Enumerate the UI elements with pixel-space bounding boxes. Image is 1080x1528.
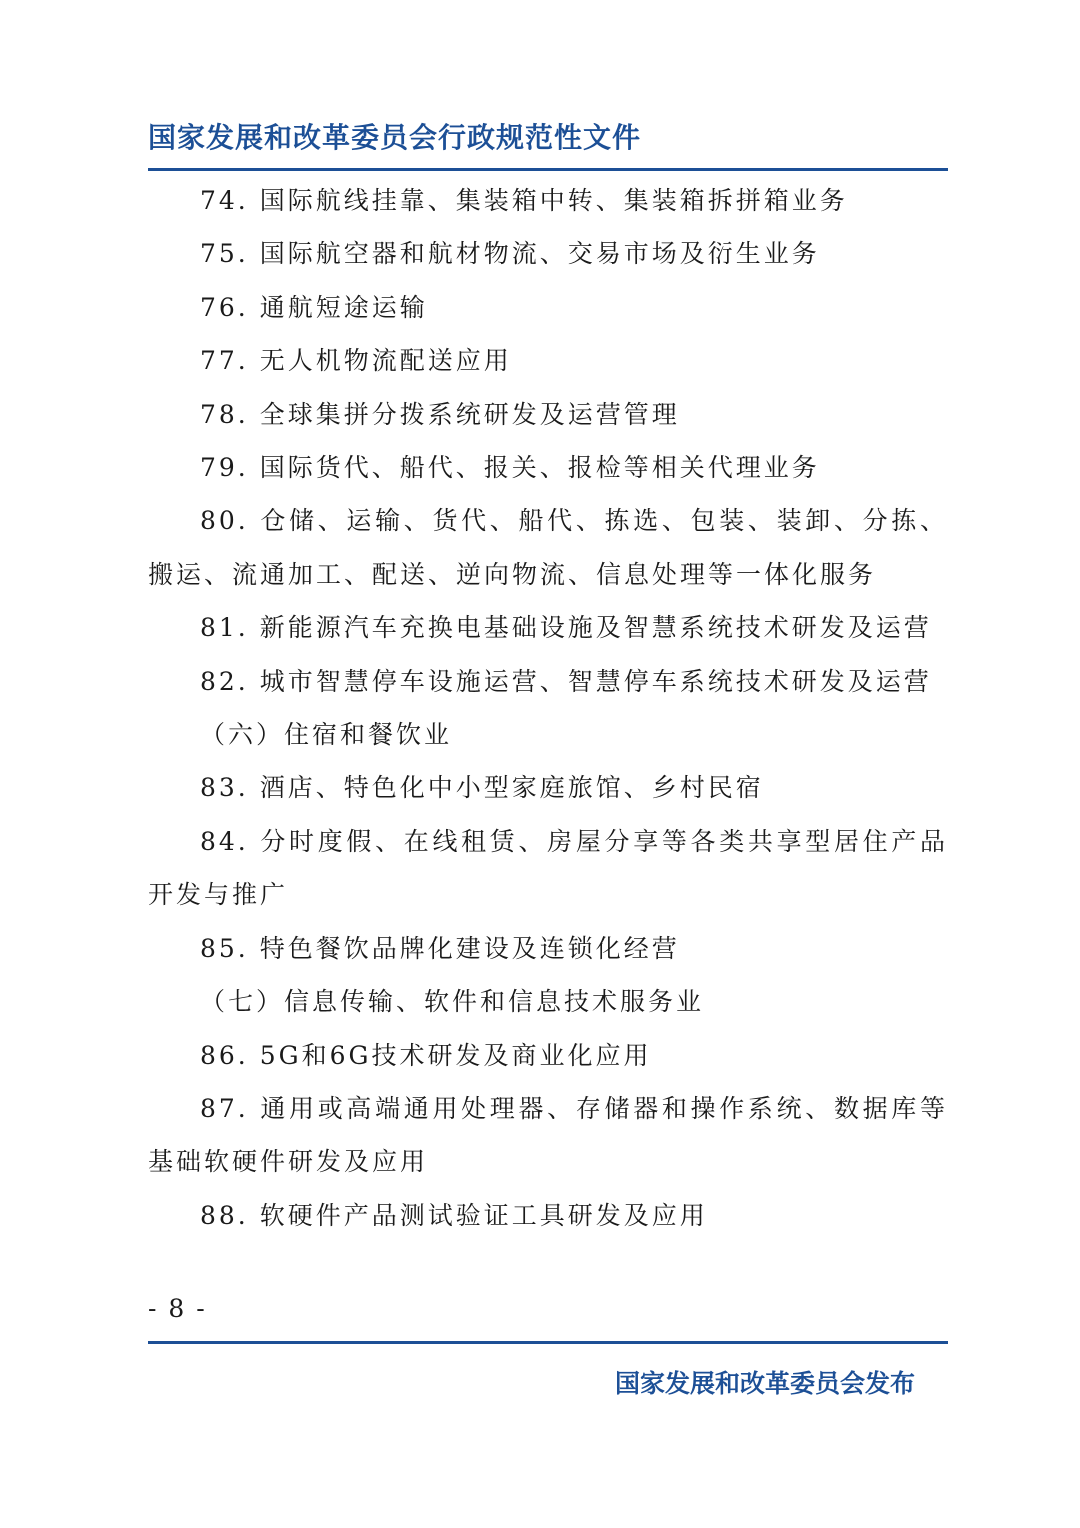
document-header-title: 国家发展和改革委员会行政规范性文件 bbox=[148, 121, 642, 154]
paragraph: 85. 特色餐饮品牌化建设及连锁化经营 bbox=[200, 933, 680, 963]
footer-publisher: 国家发展和改革委员会发布 bbox=[615, 1369, 916, 1398]
paragraph: 79. 国际货代、船代、报关、报检等相关代理业务 bbox=[200, 453, 820, 483]
paragraph: 84. 分时度假、在线租赁、房屋分享等各类共享型居住产品开发与推广 bbox=[148, 826, 948, 910]
section-heading: （七）信息传输、软件和信息技术服务业 bbox=[200, 987, 705, 1017]
document-body bbox=[148, 174, 948, 1242]
section-heading: （六）住宿和餐饮业 bbox=[200, 720, 453, 750]
footer-rule bbox=[148, 1341, 948, 1344]
header-rule bbox=[148, 168, 948, 171]
paragraph: 74. 国际航线挂靠、集装箱中转、集装箱拆拼箱业务 bbox=[200, 186, 848, 215]
paragraph: 88. 软硬件产品测试验证工具研发及应用 bbox=[200, 1200, 708, 1230]
paragraph: 87. 通用或高端通用处理器、存储器和操作系统、数据库等基础软硬件研发及应用 bbox=[148, 1093, 948, 1177]
paragraph: 75. 国际航空器和航材物流、交易市场及衍生业务 bbox=[200, 239, 820, 269]
paragraph: 78. 全球集拼分拨系统研发及运营管理 bbox=[200, 399, 680, 429]
paragraph: 82. 城市智慧停车设施运营、智慧停车系统技术研发及运营 bbox=[200, 666, 932, 696]
paragraph: 76. 通航短途运输 bbox=[200, 292, 428, 322]
paragraph: 80. 仓储、运输、货代、船代、拣选、包装、装卸、分拣、搬运、流通加工、配送、逆向物流、信息处理等一体化服务 bbox=[148, 506, 948, 589]
page-number: - 8 - bbox=[148, 1294, 207, 1323]
paragraph: 83. 酒店、特色化中小型家庭旅馆、乡村民宿 bbox=[200, 773, 764, 803]
paragraph: 77. 无人机物流配送应用 bbox=[200, 346, 512, 376]
paragraph: 86. 5G和6G技术研发及商业化应用 bbox=[200, 1040, 652, 1070]
paragraph: 81. 新能源汽车充换电基础设施及智慧系统技术研发及运营 bbox=[200, 613, 932, 643]
